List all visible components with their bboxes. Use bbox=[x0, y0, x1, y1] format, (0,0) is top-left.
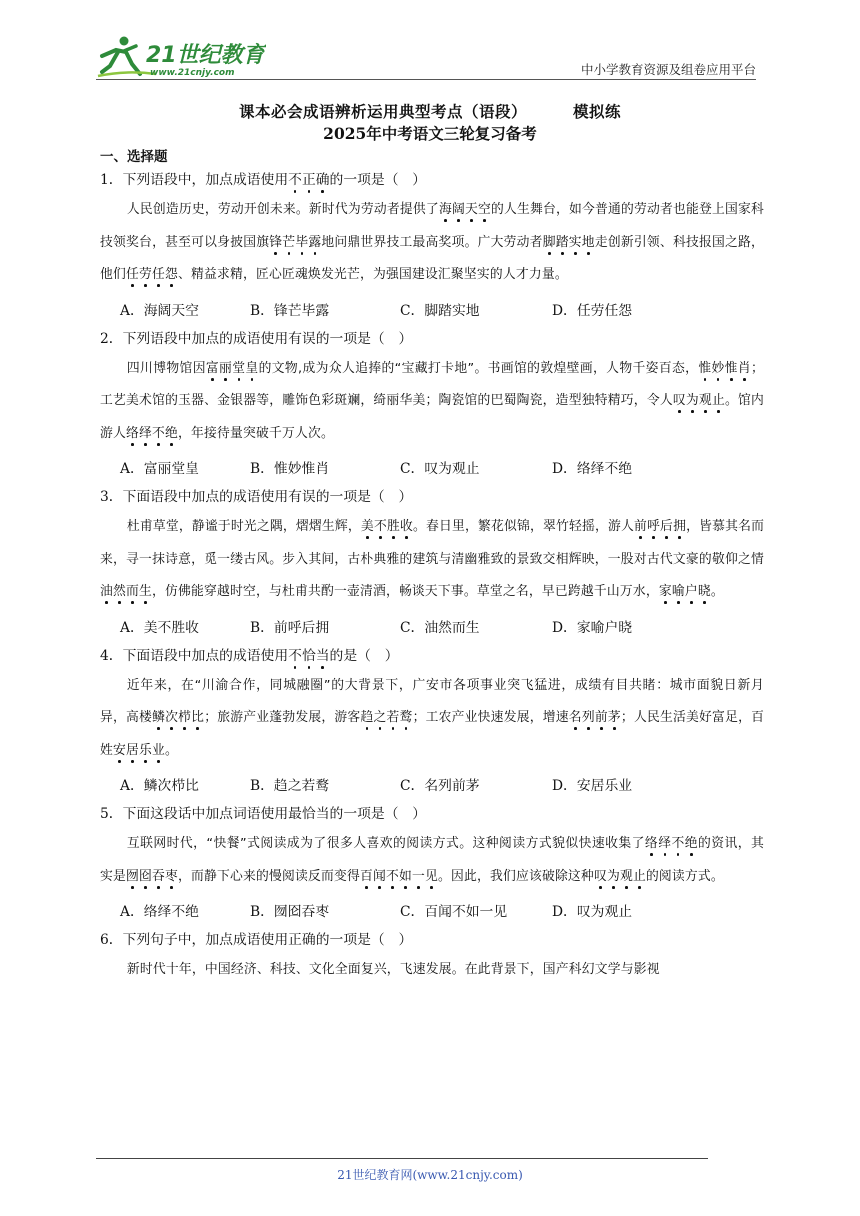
marked-idiom: 前呼后拥 bbox=[634, 519, 687, 534]
question-passage: 近年来，在“川渝合作，同城融圈”的大背景下，广安市各项事业突飞猛进，成绩有目共睹：城市面貌日新月异，高楼鳞次栉比；旅游产业蓬勃发展，游客趋之若鹜；工农产业快速发展，增速名列前茅；人民生活美好富足，百姓安居乐业。 bbox=[100, 677, 765, 758]
marked-idiom: 趋之若鹜 bbox=[360, 710, 413, 725]
answer-options bbox=[100, 459, 764, 479]
question-stem: 2．下列语段中加点的成语使用有误的一项是（ ） bbox=[100, 330, 413, 347]
option-d[interactable]: D．家喻户晓 bbox=[552, 619, 633, 636]
option-c[interactable]: C．叹为观止 bbox=[400, 461, 480, 477]
answer-options bbox=[100, 618, 764, 638]
option-c[interactable]: C．脚踏实地 bbox=[400, 302, 480, 319]
option-c[interactable]: C．名列前茅 bbox=[400, 778, 480, 794]
marked-idiom: 任劳任怨 bbox=[126, 267, 178, 282]
option-b[interactable]: B．锋芒毕露 bbox=[250, 302, 330, 319]
option-a[interactable]: A．海阔天空 bbox=[120, 302, 199, 319]
document-body bbox=[100, 147, 764, 987]
option-b[interactable]: B．囫囵吞枣 bbox=[250, 904, 330, 920]
section-heading: 一、选择题 bbox=[100, 149, 168, 165]
stem-part: 4．下面语段中加点的成语使用 bbox=[100, 647, 289, 664]
question-passage: 互联网时代，“快餐”式阅读成为了很多人喜欢的阅读方式。这种阅读方式貌似快速收集了络绎不绝的资讯，其实是囫囵吞枣，而静下心来的慢阅读反而变得百闻不如一见。因此，我们应该破除这种叹为观止的阅读方式。 bbox=[100, 836, 765, 884]
option-a[interactable]: A．鳞次栉比 bbox=[120, 778, 199, 794]
question-passage: 人民创造历史，劳动开创未来。新时代为劳动者提供了海阔天空的人生舞台，如今普通的劳动者也能登上国家科技领奖台，甚至可以身披国旗锋芒毕露地问鼎世界技工最高奖项。广大劳动者脚踏实地走创新引领、科技报国之路，他们任劳任怨、精益求精，匠心匠魂焕发光芒，为强国建设汇聚坚实的人才力量。 bbox=[100, 202, 765, 282]
marked-idiom: 络绎不绝 bbox=[126, 425, 178, 441]
answer-options bbox=[100, 301, 764, 321]
option-d[interactable]: D．安居乐业 bbox=[552, 778, 633, 794]
title-main: 课本必会成语辨析运用典型考点（语段） bbox=[238, 102, 527, 121]
marked-idiom: 百闻不如一见 bbox=[359, 868, 438, 884]
option-c[interactable]: C．油然而生 bbox=[400, 619, 480, 636]
marked-idiom: 安居乐业 bbox=[113, 742, 165, 758]
marked-idiom: 油然而生 bbox=[100, 584, 152, 599]
question-stem bbox=[100, 170, 764, 190]
stem-part: 1．下列语段中，加点成语使用 bbox=[100, 172, 289, 188]
option-a[interactable]: A．美不胜收 bbox=[120, 619, 199, 636]
stem-emphasis: 不恰当 bbox=[288, 647, 330, 664]
doc-title-line2: 2025年中考语文三轮复习备考 bbox=[323, 124, 537, 143]
marked-idiom: 海阔天空 bbox=[438, 202, 491, 217]
option-b[interactable]: B．趋之若鹜 bbox=[250, 778, 330, 794]
platform-name: 中小学教育资源及组卷应用平台 bbox=[580, 62, 756, 77]
doc-title-line1 bbox=[0, 100, 860, 122]
answer-options bbox=[100, 776, 764, 796]
option-d[interactable]: D．叹为观止 bbox=[552, 904, 633, 920]
stem-part: 的一项是（ ） bbox=[329, 172, 427, 188]
question-passage: 四川博物馆因富丽堂皇的文物,成为众人追捧的“宝藏打卡地”。书画馆的敦煌壁画，人物千姿百态，惟妙惟肖；工艺美术馆的玉器、金银器等，雕饰色彩斑斓，绮丽华美；陶瓷馆的巴蜀陶瓷，造型独特精巧，令人叹为观止。馆内游人络绎不绝，年接待量突破千万人次。 bbox=[100, 360, 765, 441]
marked-idiom: 络绎不绝 bbox=[644, 836, 698, 851]
marked-idiom: 富丽堂皇 bbox=[205, 360, 259, 376]
marked-idiom: 家喻户晓 bbox=[658, 584, 711, 599]
marked-idiom: 鳞次栉比 bbox=[152, 710, 205, 725]
stem-part: 的是（ ） bbox=[329, 647, 399, 664]
stem-emphasis: 不正确 bbox=[288, 172, 330, 188]
option-c[interactable]: C．百闻不如一见 bbox=[400, 904, 508, 920]
question-passage: 新时代十年，中国经济、科技、文化全面复兴，飞速发展。在此背景下，国产科幻文学与影视 bbox=[126, 962, 660, 977]
footer-divider bbox=[96, 1158, 708, 1159]
marked-idiom: 叹为观止 bbox=[593, 868, 646, 884]
option-b[interactable]: B．前呼后拥 bbox=[250, 619, 330, 636]
site-logo bbox=[96, 34, 266, 80]
logo-url: www.21cnjy.com bbox=[150, 68, 235, 78]
option-a[interactable]: A．络绎不绝 bbox=[120, 904, 199, 920]
logo-text: 21世纪教育 bbox=[146, 43, 265, 68]
marked-idiom: 惟妙惟肖 bbox=[698, 360, 752, 376]
question-stem: 3．下面语段中加点的成语使用有误的一项是（ ） bbox=[100, 489, 413, 505]
question-passage: 杜甫草堂，静谧于时光之隅，熠熠生辉，美不胜收。春日里，繁花似锦，翠竹轻摇，游人前呼后拥，皆慕其名而来，寻一抹诗意，觅一缕古风。步入其间，古朴典雅的建筑与清幽雅致的景致交相辉映，一股对古代文豪的敬仰之情油然而生，仿佛能穿越时空，与杜甫共酌一壶清酒，畅谈天下事。草堂之名，早已跨越千山万水，家喻户晓。 bbox=[100, 519, 765, 599]
question-stem bbox=[100, 646, 764, 666]
answer-options bbox=[100, 902, 764, 922]
question-stem: 5．下面这段话中加点词语使用最恰当的一项是（ ） bbox=[100, 806, 427, 822]
header-divider bbox=[96, 79, 756, 80]
footer-source: 21世纪教育网(www.21cnjy.com) bbox=[337, 1168, 523, 1182]
marked-idiom: 叹为观止 bbox=[672, 393, 725, 408]
title-suffix: 模拟练 bbox=[573, 102, 622, 121]
option-b[interactable]: B．惟妙惟肖 bbox=[250, 461, 330, 477]
marked-idiom: 囫囵吞枣 bbox=[126, 868, 178, 884]
option-a[interactable]: A．富丽堂皇 bbox=[120, 461, 199, 477]
option-d[interactable]: D．任劳任怨 bbox=[552, 302, 633, 319]
question-stem: 6．下列句子中，加点成语使用正确的一项是（ ） bbox=[100, 932, 413, 948]
marked-idiom: 美不胜收 bbox=[360, 519, 413, 534]
marked-idiom: 名列前茅 bbox=[568, 710, 621, 725]
option-d[interactable]: D．络绎不绝 bbox=[552, 461, 633, 477]
marked-idiom: 锋芒毕露 bbox=[269, 234, 322, 250]
marked-idiom: 脚踏实地 bbox=[542, 234, 595, 250]
